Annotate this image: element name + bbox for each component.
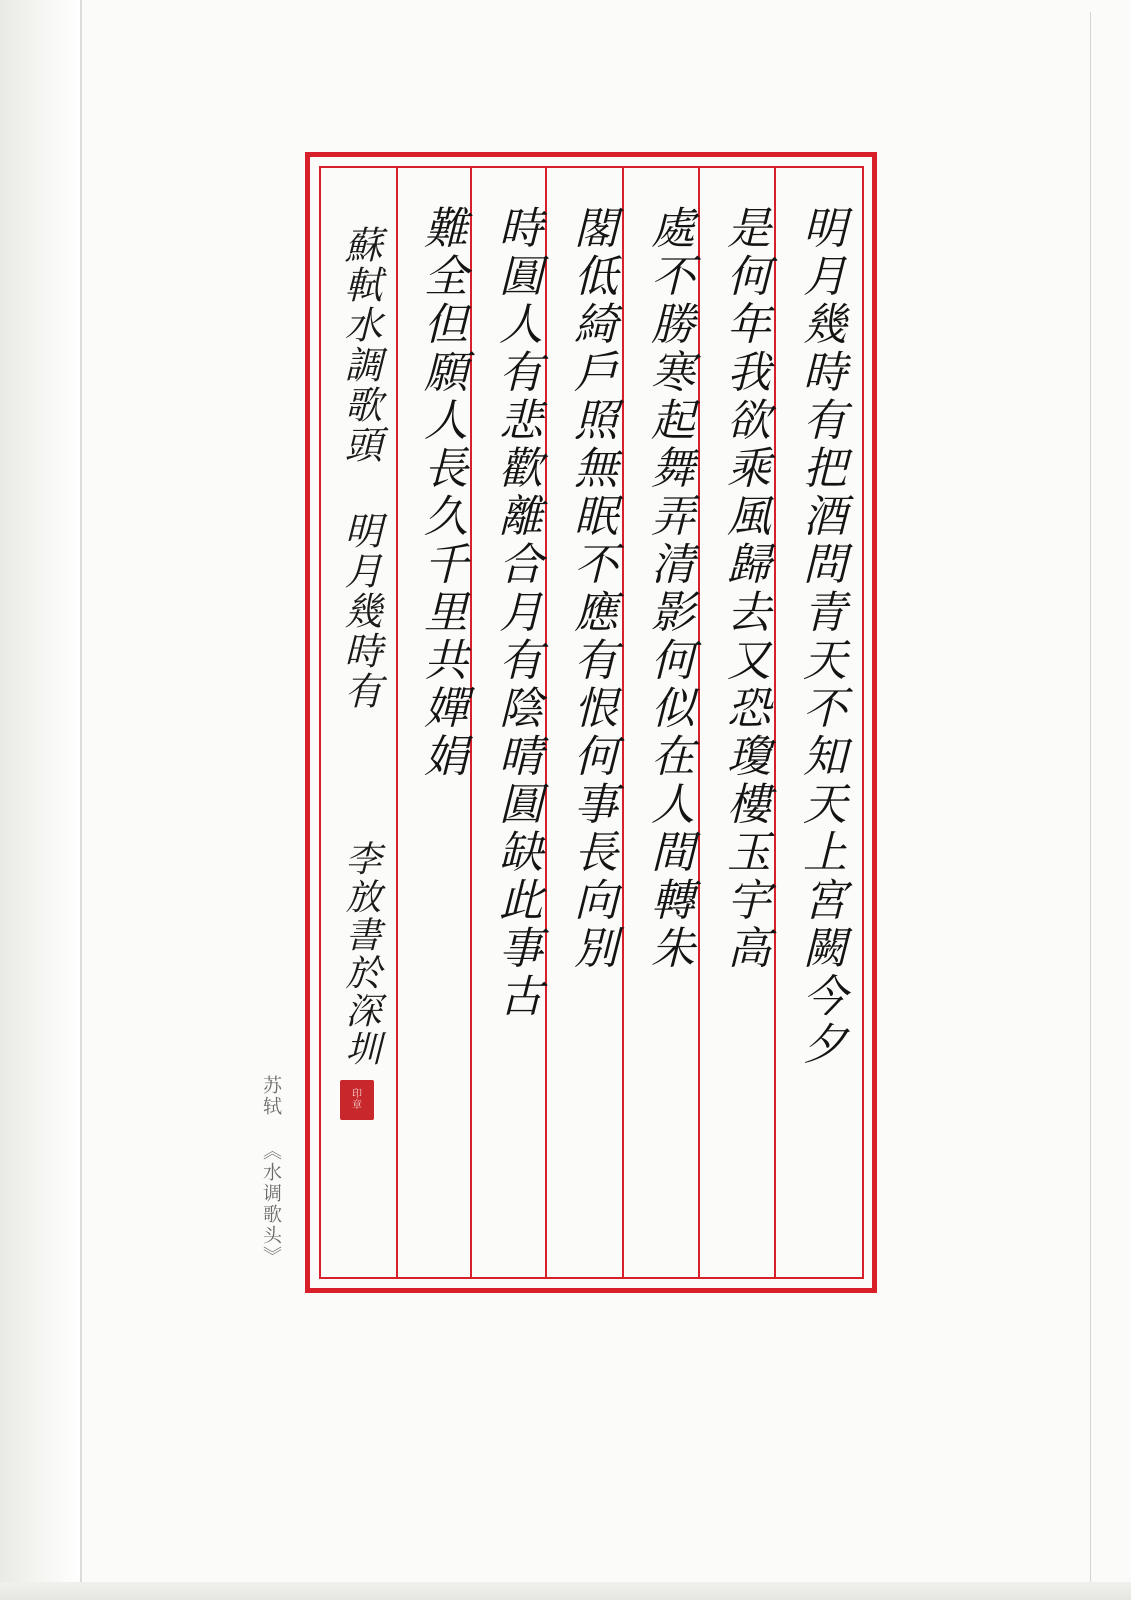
calligraphy-column-5: 時圓人有悲歡離合月有陰晴圓缺此事古 xyxy=(491,205,542,1021)
page-right-edge xyxy=(1090,12,1091,1582)
caption-work: 《水调歌头》 xyxy=(260,1141,282,1267)
caption xyxy=(255,1075,285,1267)
calligraphy-column-4: 閣低綺戶照無眠不應有恨何事長向別 xyxy=(566,205,617,973)
signature-title: 蘇軾水調歌頭 明月幾時有 xyxy=(338,225,382,711)
book-spine-line xyxy=(80,0,82,1600)
column-rule xyxy=(396,166,398,1279)
page-bottom-edge xyxy=(0,1582,1131,1600)
calligraphy-column-1: 明月幾時有把酒問青天不知天上宮闕今夕 xyxy=(795,205,846,1069)
calligraphy-column-6: 難全但願人長久千里共嬋娟 xyxy=(416,205,467,781)
signature-inscription: 李放書於深圳 xyxy=(340,840,381,1068)
red-seal-stamp: 印 章 xyxy=(340,1080,374,1120)
calligraphy-column-2: 是何年我欲乘風歸去又恐瓊樓玉宇高 xyxy=(719,205,770,973)
caption-author: 苏轼 xyxy=(260,1075,282,1117)
calligraphy-column-3: 處不勝寒起舞弄清影何似在人間轉朱 xyxy=(643,205,694,973)
book-spine-shadow xyxy=(0,0,82,1600)
